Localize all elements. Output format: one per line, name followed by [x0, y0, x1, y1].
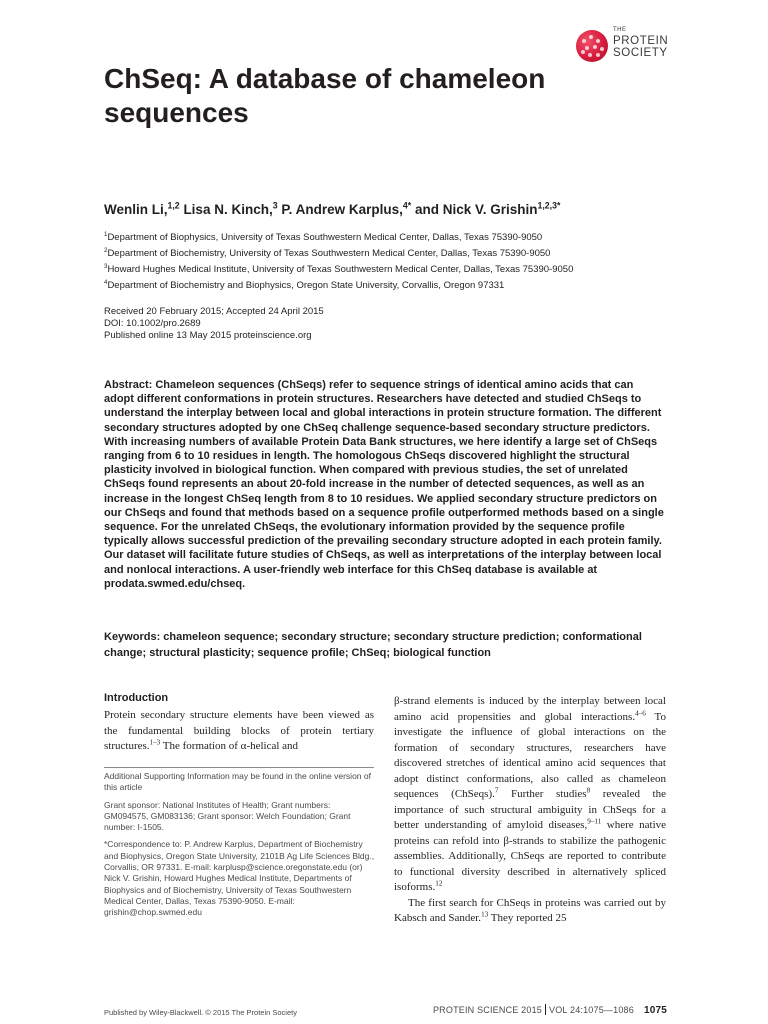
- body-text-part: Further studies: [498, 788, 587, 800]
- protein-society-logo-icon: [576, 30, 608, 62]
- logo-line-1: PROTEIN: [613, 35, 669, 47]
- citation-marker: 7: [494, 786, 499, 795]
- publisher-footer: Published by Wiley-Blackwell. © 2015 The Protein Society: [104, 1008, 297, 1017]
- body-text-part: revealed the importance of such structural ambiguity in ChSeqs for a better understanding of amyloid diseases,: [394, 788, 666, 831]
- citation-marker: 8: [586, 786, 591, 795]
- body-text-part: They reported 25: [488, 912, 567, 924]
- protein-society-logo: [576, 22, 726, 72]
- right-column: [394, 694, 666, 927]
- logo-line-2: SOCIETY: [613, 47, 668, 59]
- affiliation-line: [104, 230, 684, 246]
- author-affiliation-marker: 1,2,3*: [537, 200, 561, 211]
- received-accepted-dates: Received 20 February 2015; Accepted 24 April 2015: [104, 306, 324, 317]
- introduction-paragraph: [104, 708, 374, 755]
- volume-info: VOL 24:1075—1086: [549, 1005, 634, 1015]
- affiliation-text: Howard Hughes Medical Institute, University of Texas Southwestern Medical Center, Dallas, Texas 75390-9050: [107, 264, 574, 275]
- citation-marker: 12: [435, 879, 443, 888]
- author-name: P. Andrew Karplus,: [277, 202, 403, 217]
- doi: DOI: 10.1002/pro.2689: [104, 318, 201, 329]
- grant-note: Grant sponsor: National Institutes of Health; Grant numbers: GM094575, GM083136; Grant sponsor: Welch Foundation; Grant number: I-1505.: [104, 799, 351, 833]
- author-affiliation-marker: 1,2: [167, 200, 180, 211]
- article-title: ChSeq: A database of chameleon sequences: [104, 63, 546, 128]
- affiliation-text: Department of Biophysics, University of Texas Southwestern Medical Center, Dallas, Texas 75390-9050: [107, 232, 543, 243]
- abstract: Abstract: Chameleon sequences (ChSeqs) refer to sequence strings of identical amino acids that can adopt different conformations in protein structures. Researchers have detected and studied ChSeqs to understand the interplay between local and global interactions in protein structure formation. The different secondary structures adopted by one ChSeq challenge sequence-based secondary structure predictors. With increasing numbers of available Protein Data Bank structures, we here identify a large set of ChSeqs ranging from 6 to 10 residues in length. The homologous ChSeqs discovered highlight the structural plasticity involved in biological function. When compared with previous studies, the set of unrelated ChSeqs found represents an about 20-fold increase in the number of detected sequences, as well as an increase in the longest ChSeq length from 8 to 10 residues. We applied secondary structure predictors on our ChSeqs and found that methods based on a sequence profile outperformed methods based on a single sequence. For the unrelated ChSeqs, the evolutionary information provided by the sequence profile typically allows successful prediction of the prevailing secondary structure adopted in each protein family. Our dataset will facilitate future studies of ChSeqs, as well as interpretations of the interplay between local and nonlocal interactions. A user-friendly web interface for this ChSeq database is available at prodata.swmed.edu/chseq.: [104, 379, 664, 590]
- footnote-divider: [104, 767, 374, 768]
- affiliations: [104, 230, 684, 294]
- author-name: Lisa N. Kinch,: [179, 202, 273, 217]
- affiliation-number: 2: [104, 246, 108, 254]
- author-name: and Nick V. Grishin: [411, 202, 538, 217]
- citation-marker: 1–3: [149, 738, 161, 747]
- journal-footer: [433, 1004, 667, 1016]
- affiliation-line: [104, 246, 684, 262]
- citation-marker: 4–6: [635, 708, 646, 717]
- intro-text-part: The formation of α-helical and: [160, 740, 299, 752]
- correspondence-note: *Correspondence to: P. Andrew Karplus, Department of Biochemistry and Biophysics, Oregon State University, 2101B Ag Life Sciences Bldg., Corvallis, OR 97331. E-mail: karplusp@science.oregonstate.edu (or) Nick V. Grishin, Howard Hughes Medical Institute, Departments of Biophysics and of Biochemistry, University of Texas Southwestern Medical Center, Dallas, Texas 75390-9050. E-mail: grishin@chop.swmed.edu: [104, 839, 375, 918]
- body-text-part: where native proteins can refold into β-strands to stabilize the pathogenic assemblies. Additionally, ChSeqs are reported to contribute to functional diversity described in alternatively spliced isoforms.: [394, 819, 667, 893]
- affiliation-number: 3: [104, 262, 108, 270]
- affiliation-text: Department of Biochemistry, University of Texas Southwestern Medical Center, Dallas, Texas 75390-9050: [107, 248, 551, 259]
- page-number: 1075: [643, 1005, 667, 1016]
- citation-marker: 13: [481, 910, 489, 919]
- body-paragraph: [394, 694, 666, 896]
- citation-marker: 9–11: [587, 817, 602, 826]
- affiliation-line: [104, 262, 684, 278]
- introduction-heading: Introduction: [104, 692, 169, 704]
- affiliation-line: [104, 278, 684, 294]
- published-online: Published online 13 May 2015 proteinscience.org: [104, 330, 312, 341]
- intro-text-part: Protein secondary structure elements have been viewed as the fundamental building blocks of protein tertiary structures.: [104, 709, 374, 752]
- author-affiliation-marker: 4*: [402, 200, 412, 211]
- keywords: Keywords: chameleon sequence; secondary structure; secondary structure prediction; conformational change; structural plasticity; sequence profile; ChSeq; biological function: [104, 631, 642, 659]
- logo-small-text: THE: [613, 27, 627, 33]
- supporting-info-note: Additional Supporting Information may be found in the online version of this article: [104, 771, 371, 793]
- body-text-part: The first search for ChSeqs in proteins was carried out by Kabsch and Sander.: [394, 896, 666, 924]
- footnotes: [104, 771, 376, 925]
- affiliation-number: 1: [104, 230, 108, 238]
- body-text-part: β-strand elements is induced by the interplay between local amino acid propensities and global interactions.: [394, 695, 666, 723]
- footer-separator: [545, 1004, 546, 1015]
- body-text-part: To investigate the influence of global interactions on the formation of secondary structures, researchers have discovered stretches of identical amino acid sequences that adopt distinct conformations, also called as chameleon sequences (ChSeqs).: [394, 710, 666, 800]
- affiliation-number: 4: [104, 278, 108, 286]
- author-affiliation-marker: 3: [272, 200, 278, 211]
- affiliation-text: Department of Biochemistry and Biophysics, Oregon State University, Corvallis, Oregon 97331: [107, 280, 505, 291]
- body-paragraph: [394, 896, 666, 927]
- journal-name: PROTEIN SCIENCE 2015: [432, 1005, 543, 1015]
- author-list: [104, 202, 560, 217]
- author-name: Wenlin Li,: [104, 202, 168, 217]
- publication-dates: [104, 306, 324, 342]
